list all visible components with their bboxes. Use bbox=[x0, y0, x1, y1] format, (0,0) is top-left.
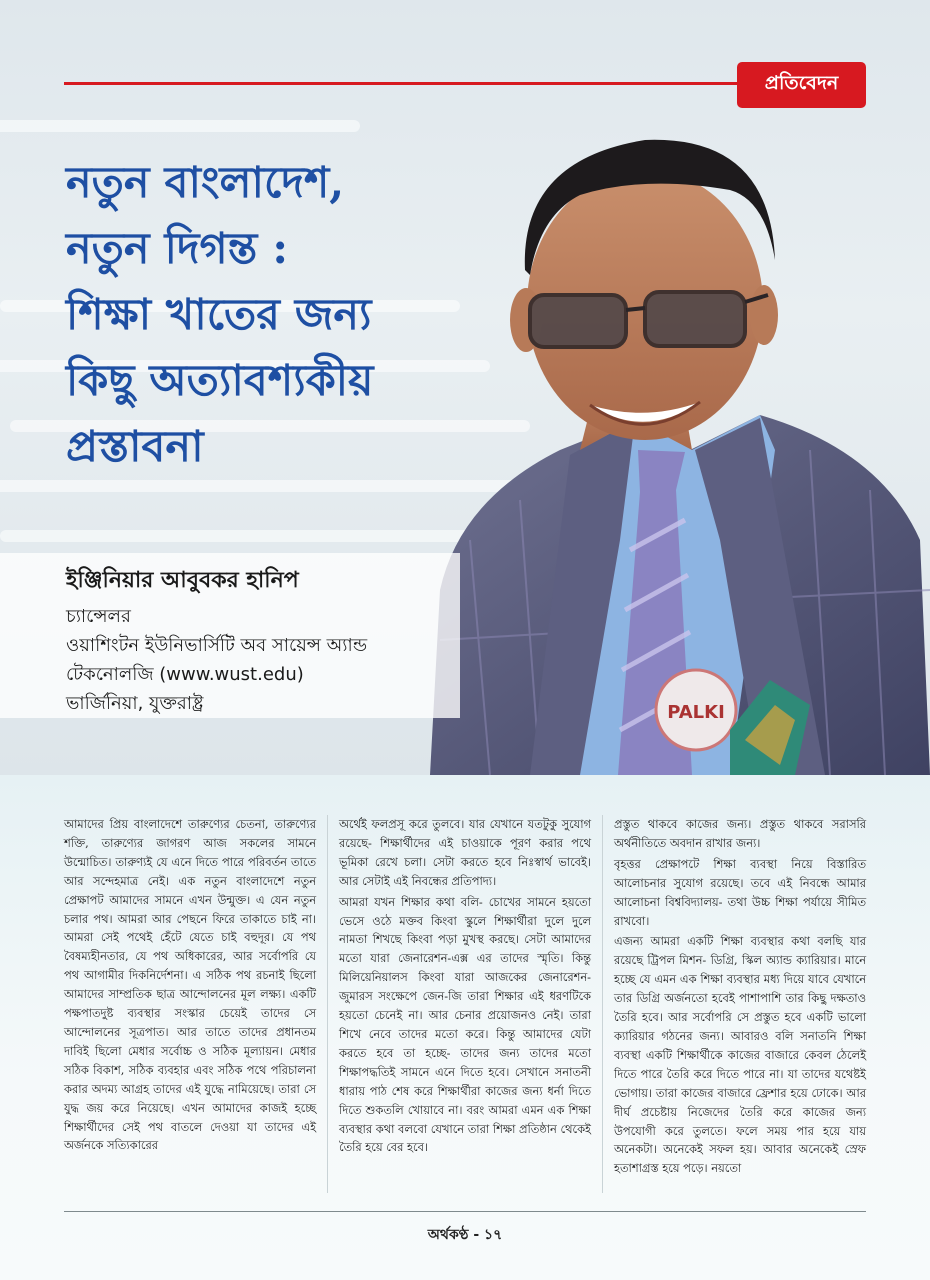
footer-rule bbox=[64, 1211, 866, 1212]
section-tag: প্রতিবেদন bbox=[737, 62, 866, 108]
title-line: নতুন দিগন্ত : bbox=[66, 224, 289, 274]
page-footer bbox=[0, 1223, 930, 1247]
badge-text: PALKI bbox=[667, 702, 725, 723]
paragraph: বৃহত্তর প্রেক্ষাপটে শিক্ষা ব্যবস্থা নিয়ে বিস্তারিত আলোচনার সুযোগ রয়েছে। তবে এই নিবন্ধে আমার আলোচনা বিশ্ববিদ্যালয়- তথা উচ্চ শিক্ষা পর্যায়ে সীমিত রাখবো। bbox=[614, 856, 866, 928]
column-3 bbox=[614, 815, 866, 1193]
author-org-line2: টেকনোলজি (www.wust.edu) bbox=[66, 664, 304, 685]
author-role: চ্যান্সেলর bbox=[66, 606, 131, 627]
paragraph: অর্থেই ফলপ্রসূ করে তুলবে। যার যেখানে যতটুকু সুযোগ রয়েছে- শিক্ষার্থীদের এই চাওয়াকে পূরণ করার পথে ভূমিকা রেখে চলা। সেটা করতে হবে নিঃস্বার্থ ভাবেই। আর সেটাই এই নিবন্ধের প্রতিপাদ্য। bbox=[339, 817, 591, 888]
column-divider bbox=[327, 815, 328, 1193]
paragraph: প্রস্তুত থাকবে কাজের জন্য। প্রস্তুত থাকবে সরাসরি অর্থনীতিতে অবদান রাখার জন্য। bbox=[614, 817, 866, 850]
column-divider bbox=[602, 815, 603, 1193]
title-line: শিক্ষা খাতের জন্য bbox=[66, 290, 372, 340]
author-org-line1: ওয়াশিংটন ইউনিভার্সিটি অব সায়েন্স অ্যান্ড bbox=[66, 635, 368, 656]
author-location: ভার্জিনিয়া, যুক্তরাষ্ট্র bbox=[66, 693, 204, 714]
magazine-name: অর্থকণ্ঠ bbox=[427, 1227, 469, 1243]
paragraph: এজন্য আমরা একটি শিক্ষা ব্যবস্থার কথা বলছি যার রয়েছে ট্রিপল মিশন- ডিগ্রি, স্কিল অ্যান্ড ক্যারিয়ার। মানে হচ্ছে যে এমন এক শিক্ষা ব্যবস্থার মধ্য দিয়ে যাবে যেখানে তার ডিগ্রি অর্জনতো হবেই পাশাপাশি তার কিছু দক্ষতাও তৈরি হবে। আর সর্বোপরি সে প্রস্তুত হবে একটি ভালো ক্যারিয়ার গঠনের জন্য। আবারও বলি সনাতনি শিক্ষা ব্যবস্থা একটি শিক্ষার্থীকে কাজের বাজারে কেবল ঠেলেই দিতে পারে তৈরি করে দিতে পারে না। যা তাদের যথেষ্টই ভোগায়। তারা কাজের বাজারে ফ্রেশার হয়ে ঢোকে। আর দীর্ঘ প্রচেষ্টায় নিজেদের তৈরি করে কাজের জন্য উপযোগী করে তুলতে। ফলে সময় পার হয়ে যায় অনেকটা। অনেকেই সফল হয়। আবার অনেকেই স্রেফ হতাশাগ্রস্ত হয়ে পড়ে। নয়তো bbox=[614, 934, 866, 1176]
article-body bbox=[64, 815, 866, 1193]
title-line: কিছু অত্যাবশ্যকীয় bbox=[66, 356, 374, 406]
author-name: ইঞ্জিনিয়ার আবুবকর হানিপ bbox=[66, 568, 299, 593]
page-number: - ১৭ bbox=[473, 1227, 503, 1243]
header-rule bbox=[64, 82, 744, 85]
paragraph: আমরা যখন শিক্ষার কথা বলি- চোখের সামনে হয়তো ভেসে ওঠে মক্তব কিংবা স্কুলে শিক্ষার্থীরা দুলে দুলে নামতা শিখছে কিংবা পড়া মুখস্থ করছে। সেটা আমাদের মতো যারা জেনারেশন-এক্স এর তাদের স্মৃতি। কিন্তু মিলিয়েনিয়ালস কিংবা যারা আজকের জেনারেশন-জুমারস সংক্ষেপে জেন-জি তারা শিক্ষার এই ধরণটিকে হয়তো চেনেই না। আর চেনার প্রয়োজনও নেই। তারা শিখে নেবে তাদের মতো করে। কিন্তু আমাদের যেটা করতে হবে তা হচ্ছে- তাদের জন্য তাদের মতো শিক্ষাপদ্ধতিই সামনে এনে দিতে হবে। সেখানে সনাতনী ধারায় পাঠ শেষ করে শিক্ষার্থীরা কাজের জন্য ধর্না দিতে দিতে শুকতলি খোয়াবে না। বরং আমরা এমন এক শিক্ষা ব্যবস্থার কথা বলবো যেখানে তারা শিক্ষা প্রতিষ্ঠান থেকেই তৈরি হয়ে বের হবে। bbox=[339, 894, 591, 1155]
title-line: প্রস্তাবনা bbox=[66, 422, 204, 472]
paragraph: আমাদের প্রিয় বাংলাদেশে তারুণ্যের চেতনা, তারুণ্যের শক্তি, তারুণ্যের জাগরণ আজ সকলের সামনে উন্মোচিত। তারুণ্যই যে এনে দিতে পারে পরিবর্তন তাতে আর সন্দেহমাত্র নেই। এক নতুন বাংলাদেশে নতুন প্রেক্ষাপট আমাদের সামনে এখন উন্মুক্ত। এ যেন নতুন চলার পথ। আমরা আর পেছনে ফিরে তাকাতে চাই না। আমরা সেই পথেই হেঁটে যেতে চাই বহুদূর। যে পথ বৈষম্যহীনতার, যে পথ অধিকারের, আর সর্বোপরি যে পথ আগামীর দিকনির্দেশনা। এ সঠিক পথ রচনাই ছিলো আমাদের সাম্প্রতিক ছাত্র আন্দোলনের মূল লক্ষ্য। একটি পক্ষপাতদুষ্ট ব্যবস্থার সংস্কার চেয়েই তাদের সে আন্দোলনের সূত্রপাত। আর তাতে তাদের প্রধানতম দাবিই ছিলো মেধার সর্বোচ্চ ও সঠিক মূল্যায়ন। মেধার সঠিক বিকাশ, সঠিক ব্যবহার এবং সঠিক পথে পরিচালনা করার অদম্য আগ্রহ তাদের এই যুদ্ধে নামিয়েছে। তারা সে যুদ্ধ জয় করে নিয়েছে। এখন আমাদের কাজই হচ্ছে শিক্ষার্থীদের সেই পথ বাতলে দেওয়া যা তাদের এই অর্জনকে সত্যিকারের bbox=[64, 817, 316, 1153]
title-line: নতুন বাংলাদেশ, bbox=[66, 158, 345, 208]
author-photo bbox=[430, 120, 930, 775]
column-2 bbox=[339, 815, 591, 1193]
column-1 bbox=[64, 815, 316, 1193]
